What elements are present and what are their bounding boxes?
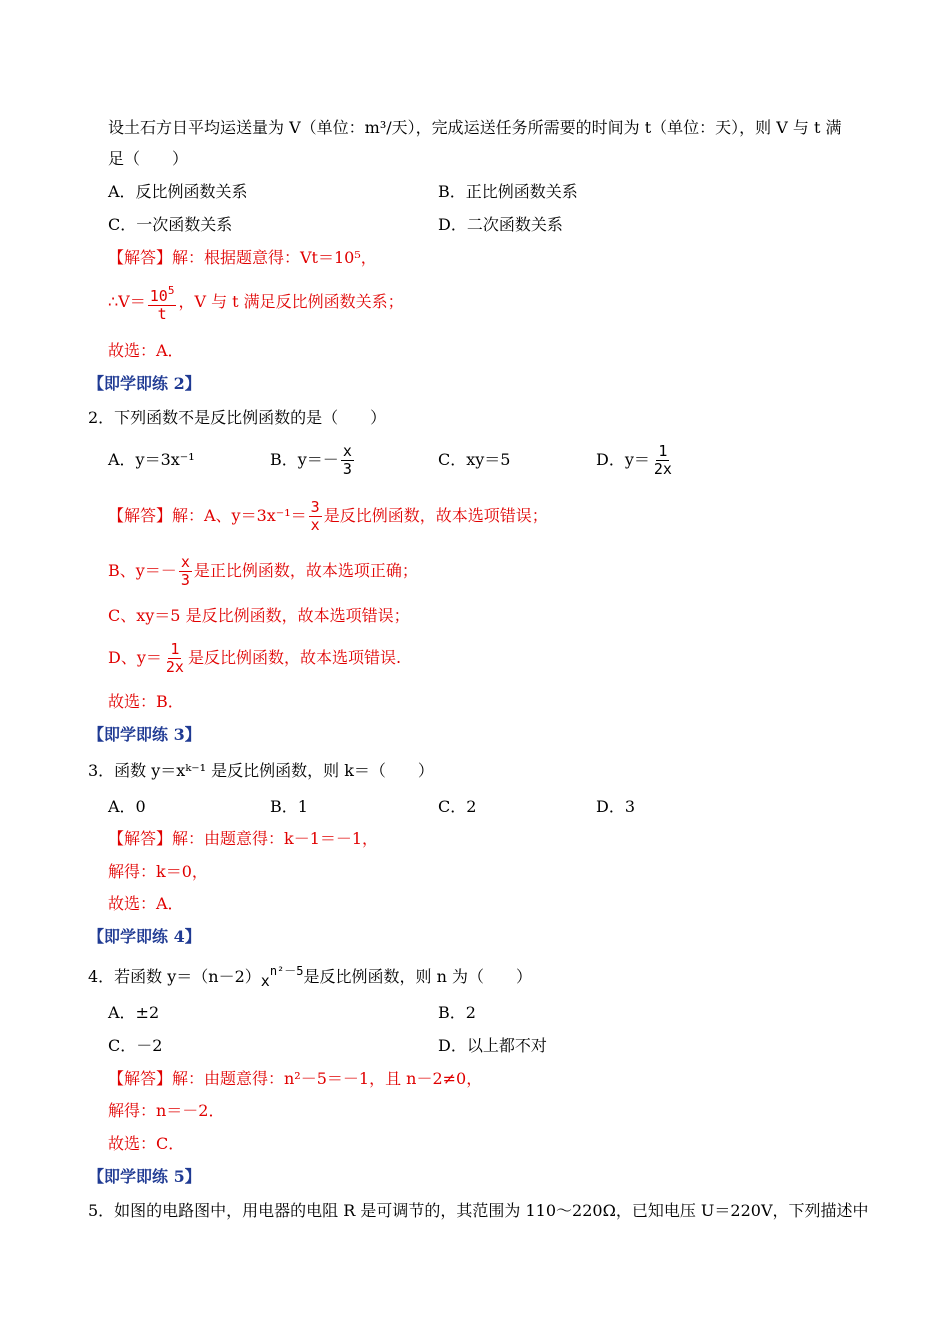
- q2-answer-a-num: 3: [310, 498, 320, 516]
- practice-4-header: 【即学即练 4】: [88, 927, 201, 946]
- q4-choice: 故选：C．: [108, 1134, 185, 1153]
- q3-option-c: C．2: [438, 797, 477, 816]
- q1-option-b: B．正比例函数关系: [438, 182, 578, 201]
- q2-answer-a-suffix: 是反比例函数，故本选项错误；: [323, 506, 548, 525]
- q4-option-c: C．－2: [108, 1036, 163, 1055]
- q2-answer-b-prefix: B、y＝－: [108, 561, 177, 580]
- q4-stem-exponent: n²－5: [269, 964, 304, 978]
- practice-5-header: 【即学即练 5】: [88, 1167, 201, 1186]
- q2-answer-a: [108, 496, 548, 536]
- q4-option-a: A．±2: [108, 1003, 160, 1022]
- q4-option-d: D．以上都不对: [438, 1036, 547, 1055]
- q1-frac-den: t: [157, 305, 167, 323]
- q2-option-b-fraction: [341, 443, 354, 478]
- q4-answer-line1: 【解答】解：由题意得：n²－5＝－1，且 n－2≠0，: [108, 1069, 483, 1088]
- q4-answer-line2: 解得：n＝－2．: [108, 1101, 225, 1120]
- q2-answer-d-fraction: [164, 641, 186, 676]
- q2-answer-b-fraction: [179, 554, 192, 589]
- practice-3-header: 【即学即练 3】: [88, 725, 201, 744]
- q2-answer-a-den: x: [310, 516, 320, 534]
- q1-option-c: C．一次函数关系: [108, 215, 233, 234]
- q4-stem-suffix: 是反比例函数，则 n 为（ ）: [303, 967, 532, 986]
- q3-answer-line1: 【解答】解：由题意得：k－1＝－1，: [108, 829, 379, 848]
- q2-option-d-fraction: [652, 443, 674, 478]
- q3-option-d: D．3: [596, 797, 636, 816]
- q4-stem-x: x: [260, 972, 270, 990]
- q1-choice: 故选：A．: [108, 341, 184, 360]
- q2-answer-a-fraction: [309, 499, 322, 534]
- q2-option-d: [596, 440, 676, 480]
- q4-option-b: B．2: [438, 1003, 476, 1022]
- q1-stem-line2: 足（ ）: [108, 149, 189, 168]
- q2-answer-b: [108, 551, 418, 591]
- q2-option-a: A．y＝3x⁻¹: [108, 450, 195, 469]
- q4-stem: [88, 962, 532, 993]
- q2-answer-d-den: 2x: [165, 658, 184, 676]
- q2-stem: 2．下列函数不是反比例函数的是（ ）: [88, 408, 387, 427]
- q2-answer-d-num: 1: [170, 640, 180, 658]
- q2-answer-a-prefix: 【解答】解：A、y＝3x⁻¹＝: [108, 506, 307, 525]
- q2-answer-c: C、xy＝5 是反比例函数，故本选项错误；: [108, 606, 410, 625]
- q2-option-b-num: x: [342, 442, 352, 460]
- q2-option-b-den: 3: [342, 460, 352, 478]
- q2-choice: 故选：B．: [108, 692, 184, 711]
- q3-option-a: A．0: [108, 797, 146, 816]
- q2-answer-b-den: 3: [180, 571, 190, 589]
- q1-frac-num: 10: [149, 287, 168, 305]
- q2-answer-d-suffix: 是反比例函数，故本选项错误.: [187, 648, 402, 667]
- q3-stem: 3．函数 y＝xᵏ⁻¹ 是反比例函数，则 k＝（ ）: [88, 761, 434, 780]
- q2-answer-d: [108, 638, 401, 678]
- q1-option-d: D．二次函数关系: [438, 215, 563, 234]
- q1-stem-line1: 设土石方日平均运送量为 V（单位：m³/天），完成运送任务所需要的时间为 t（单位：天），则 V 与 t 满: [108, 118, 842, 137]
- q1-answer-fraction: [148, 282, 177, 323]
- q2-option-d-prefix: D．y＝: [596, 450, 650, 469]
- q1-answer-prefix: ∴V＝: [108, 292, 146, 311]
- q1-frac-sup: 5: [167, 284, 175, 297]
- q2-option-d-den: 2x: [653, 460, 672, 478]
- q2-answer-d-prefix: D、y＝: [108, 648, 162, 667]
- q2-option-c: C．xy＝5: [438, 450, 511, 469]
- q3-option-b: B．1: [270, 797, 308, 816]
- q1-answer-suffix: ，V 与 t 满足反比例函数关系；: [178, 292, 404, 311]
- q1-option-a: A．反比例函数关系: [108, 182, 248, 201]
- q5-stem: 5．如图的电路图中，用电器的电阻 R 是可调节的，其范围为 110～220Ω，已知电压 U＝220V，下列描述中: [88, 1201, 869, 1220]
- q1-answer-line2: [108, 282, 404, 323]
- q1-answer-line1: 【解答】解：根据题意得：Vt＝10⁵，: [108, 248, 377, 267]
- q4-stem-prefix: 4．若函数 y＝（n－2）: [88, 967, 261, 986]
- q2-answer-b-num: x: [180, 553, 190, 571]
- q2-answer-b-suffix: 是正比例函数，故本选项正确；: [193, 561, 418, 580]
- q2-option-d-num: 1: [658, 442, 668, 460]
- q3-choice: 故选：A．: [108, 894, 184, 913]
- q3-answer-line2: 解得：k＝0，: [108, 862, 208, 881]
- q2-option-b-prefix: B．y＝－: [270, 450, 339, 469]
- q2-option-b: [270, 440, 356, 480]
- practice-2-header: 【即学即练 2】: [88, 374, 201, 393]
